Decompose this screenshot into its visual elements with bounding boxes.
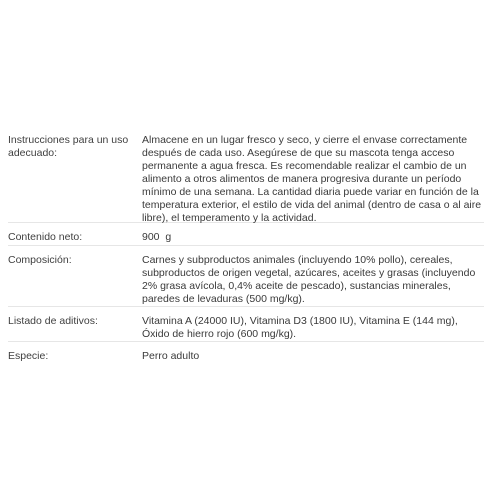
instructions-label: Instrucciones para un uso adecuado: (8, 134, 129, 159)
spec-row-composition (8, 246, 484, 307)
spec-row-species (8, 342, 484, 366)
species-label: Especie: (8, 350, 49, 362)
product-spec-table (8, 126, 484, 366)
composition-value: Carnes y subproductos animales (incluyendo 10% pollo), cereales, subproductos de origen vegetal, azúcares, aceites y grasas (incluyendo 2% grasa avícola, 0,4% aceite de pescado), sustancias minerales, paredes de levaduras (500 mg/kg). (142, 254, 476, 305)
spec-row-instructions (8, 126, 484, 223)
spec-row-additives (8, 307, 484, 342)
net-content-value: 900 g (142, 231, 172, 243)
additives-value: Vitamina A (24000 IU), Vitamina D3 (1800 IU), Vitamina E (144 mg), Óxido de hierro rojo (600 mg/kg). (142, 315, 458, 340)
additives-label: Listado de aditivos: (8, 315, 98, 327)
species-value: Perro adulto (142, 350, 200, 362)
composition-label: Composición: (8, 254, 72, 266)
spec-row-net-content (8, 223, 484, 246)
net-content-label: Contenido neto: (8, 231, 83, 243)
instructions-value: Almacene en un lugar fresco y seco, y cierre el envase correctamente después de cada uso. Asegúrese de que su mascota tenga acceso permanente a agua fresca. Es recomendable realizar el cambio de un alimento a otros alimentos de manera progresiva durante un período mínimo de una semana. La cantidad diaria puede variar en función de la temperatura exterior, el estilo de vida del animal (dentro de casa o al aire libre), el temperamento y la actividad. (142, 134, 482, 224)
